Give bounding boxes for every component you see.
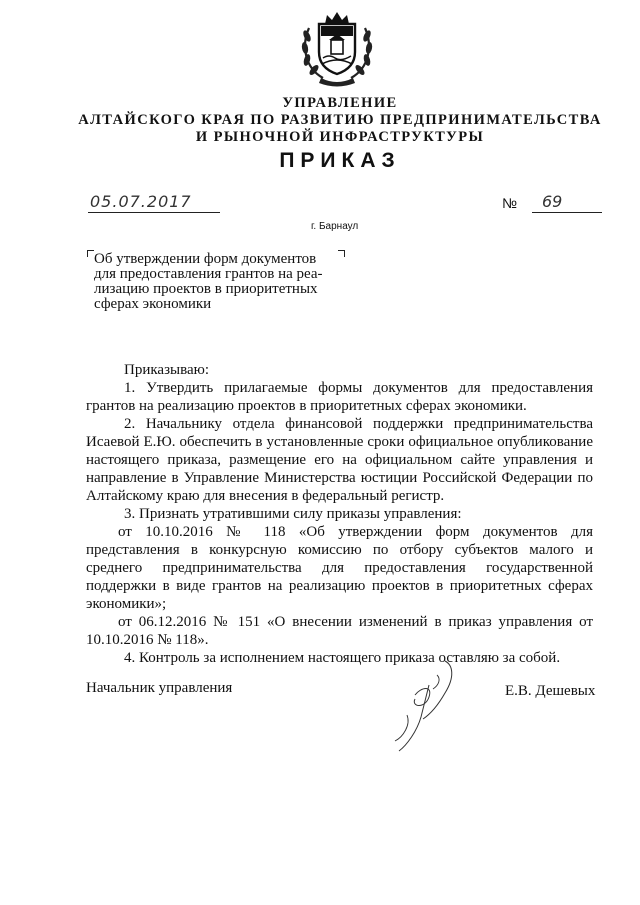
order-number-label: № — [502, 195, 518, 211]
handwritten-signature-icon — [385, 655, 475, 755]
subject-line: Об утверждении форм документов — [94, 251, 317, 267]
subject-line: сферах экономики — [94, 296, 212, 312]
order-item-2: 2. Начальнику отдела финансовой поддержки предпринимательства Исаевой Е.Ю. обеспечить в установленные сроки официальное опубликование настоящего приказа, размещение его на официальном сайте управления и направление в Управление Министерства юстиции Российской Федерации по Алтайскому краю для внесения в федеральный регистр. — [86, 416, 593, 504]
order-date: 05.07.2017 — [88, 192, 220, 213]
order-body — [86, 361, 593, 667]
subject-line: лизацию проектов в приоритетных — [94, 281, 318, 297]
order-subject — [94, 252, 334, 312]
organization-name — [60, 95, 620, 146]
order-opening: Приказываю: — [124, 362, 209, 378]
subject-line: для предоставления грантов на реа- — [94, 266, 323, 282]
org-line-1: УПРАВЛЕНИЕ — [282, 95, 398, 111]
document-type-title: ПРИКАЗ — [279, 149, 401, 172]
order-item-1: 1. Утвердить прилагаемые формы документов для предоставления грантов на реализацию проектов в приоритетных сферах экономики. — [86, 380, 593, 414]
altai-krai-coat-of-arms-icon — [293, 6, 381, 88]
org-line-3: И РЫНОЧНОЙ ИНФРАСТРУКТУРЫ — [195, 129, 485, 145]
signer-title: Начальник управления — [86, 680, 233, 696]
org-line-2: АЛТАЙСКОГО КРАЯ ПО РАЗВИТИЮ ПРЕДПРИНИМАТЕЛЬСТВА — [78, 112, 602, 128]
order-item-3: 3. Признать утратившими силу приказы управления: — [124, 506, 462, 522]
order-item-4: 4. Контроль за исполнением настоящего приказа оставляю за собой. — [124, 650, 561, 666]
order-number: 69 — [532, 192, 602, 213]
order-item-3b: от 06.12.2016 № 151 «О внесении изменений в приказ управления от 10.10.2016 № 118». — [86, 614, 593, 648]
subject-corner-left — [87, 250, 94, 257]
order-item-3a: от 10.10.2016 № 118 «Об утверждении форм документов для представления в конкурсную комиссию по отбору субъектов малого и среднего предпринимательства для предоставления государственной поддержки в виде грантов на реализацию проектов в приоритетных сферах экономики»; — [86, 524, 593, 612]
subject-corner-right — [338, 250, 345, 257]
signer-name: Е.В. Дешевых — [505, 683, 596, 699]
city: г. Барнаул — [311, 221, 359, 232]
